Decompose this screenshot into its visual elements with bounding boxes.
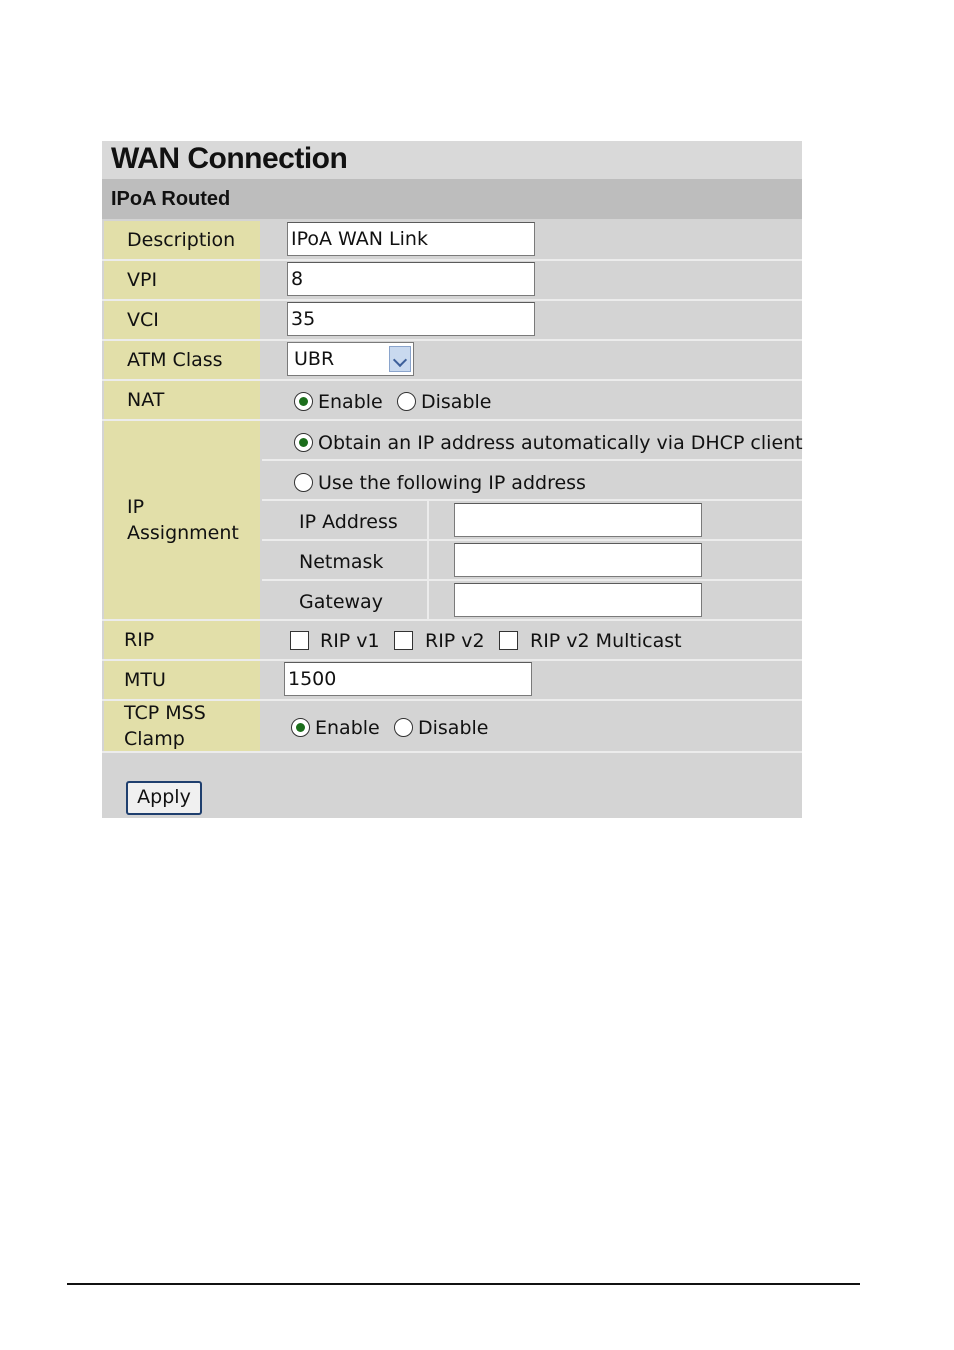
- rip-label-cell: [104, 621, 260, 659]
- rip-v2-checkbox[interactable]: [394, 631, 413, 650]
- section-title: IPoA Routed: [111, 188, 231, 210]
- rip-v1-label: RIP v1: [320, 630, 380, 652]
- nat-label-cell: [104, 381, 260, 419]
- atm-class-value: UBR: [294, 348, 335, 370]
- gateway-input[interactable]: [454, 583, 702, 617]
- tcp-mss-disable-label: Disable: [418, 717, 489, 739]
- ip-assignment-label-line2: Assignment: [127, 522, 239, 544]
- dhcp-option-label: Obtain an IP address automatically via DHCP client: [318, 432, 803, 454]
- mtu-label-cell: [104, 661, 260, 699]
- vpi-label: VPI: [127, 269, 158, 291]
- gateway-label: Gateway: [299, 591, 383, 613]
- netmask-label: Netmask: [299, 551, 384, 573]
- chevron-down-icon[interactable]: [389, 346, 411, 372]
- mtu-input[interactable]: 1500: [284, 662, 532, 696]
- ip-assignment-label-line1: IP: [127, 496, 145, 518]
- wan-connection-panel: [102, 141, 802, 818]
- atm-class-label-cell: [104, 341, 260, 379]
- netmask-input[interactable]: [454, 543, 702, 577]
- tcp-mss-clamp-label-line1: TCP MSS: [124, 702, 206, 724]
- nat-disable-label: Disable: [421, 391, 492, 413]
- rip-v2-multicast-checkbox[interactable]: [499, 631, 518, 650]
- ip-address-label: IP Address: [299, 511, 398, 533]
- tcp-mss-disable-radio[interactable]: [394, 718, 413, 737]
- section-header: [102, 179, 802, 219]
- rip-v1-checkbox[interactable]: [290, 631, 309, 650]
- rip-v2-label: RIP v2: [425, 630, 485, 652]
- nat-label: NAT: [127, 389, 165, 411]
- static-ip-radio[interactable]: [294, 473, 313, 492]
- nat-disable-radio[interactable]: [397, 392, 416, 411]
- rip-label: RIP: [124, 629, 155, 651]
- static-ip-option-label: Use the following IP address: [318, 472, 586, 494]
- tcp-mss-clamp-label-line2: Clamp: [124, 728, 185, 750]
- dhcp-radio[interactable]: [294, 433, 313, 452]
- page-title: WAN Connection: [111, 142, 348, 175]
- ip-address-input[interactable]: [454, 503, 702, 537]
- nat-enable-label: Enable: [318, 391, 383, 413]
- page-title-bar: [102, 141, 802, 179]
- vci-input[interactable]: 35: [287, 302, 535, 336]
- description-label: Description: [127, 229, 236, 251]
- vpi-input[interactable]: 8: [287, 262, 535, 296]
- rip-v2-multicast-label: RIP v2 Multicast: [530, 630, 682, 652]
- apply-button[interactable]: Apply: [126, 781, 202, 815]
- ip-assignment-label-cell: [104, 421, 260, 619]
- description-input[interactable]: IPoA WAN Link: [287, 222, 535, 256]
- nat-enable-radio[interactable]: [294, 392, 313, 411]
- atm-class-label: ATM Class: [127, 349, 223, 371]
- vpi-label-cell: [104, 261, 260, 299]
- tcp-mss-enable-label: Enable: [315, 717, 380, 739]
- tcp-mss-clamp-label-cell: [104, 701, 260, 751]
- description-label-cell: [104, 221, 260, 259]
- vci-label-cell: [104, 301, 260, 339]
- footer-divider: [67, 1283, 860, 1285]
- vci-label: VCI: [127, 309, 159, 331]
- mtu-label: MTU: [124, 669, 166, 691]
- tcp-mss-enable-radio[interactable]: [291, 718, 310, 737]
- atm-class-select[interactable]: [287, 342, 414, 376]
